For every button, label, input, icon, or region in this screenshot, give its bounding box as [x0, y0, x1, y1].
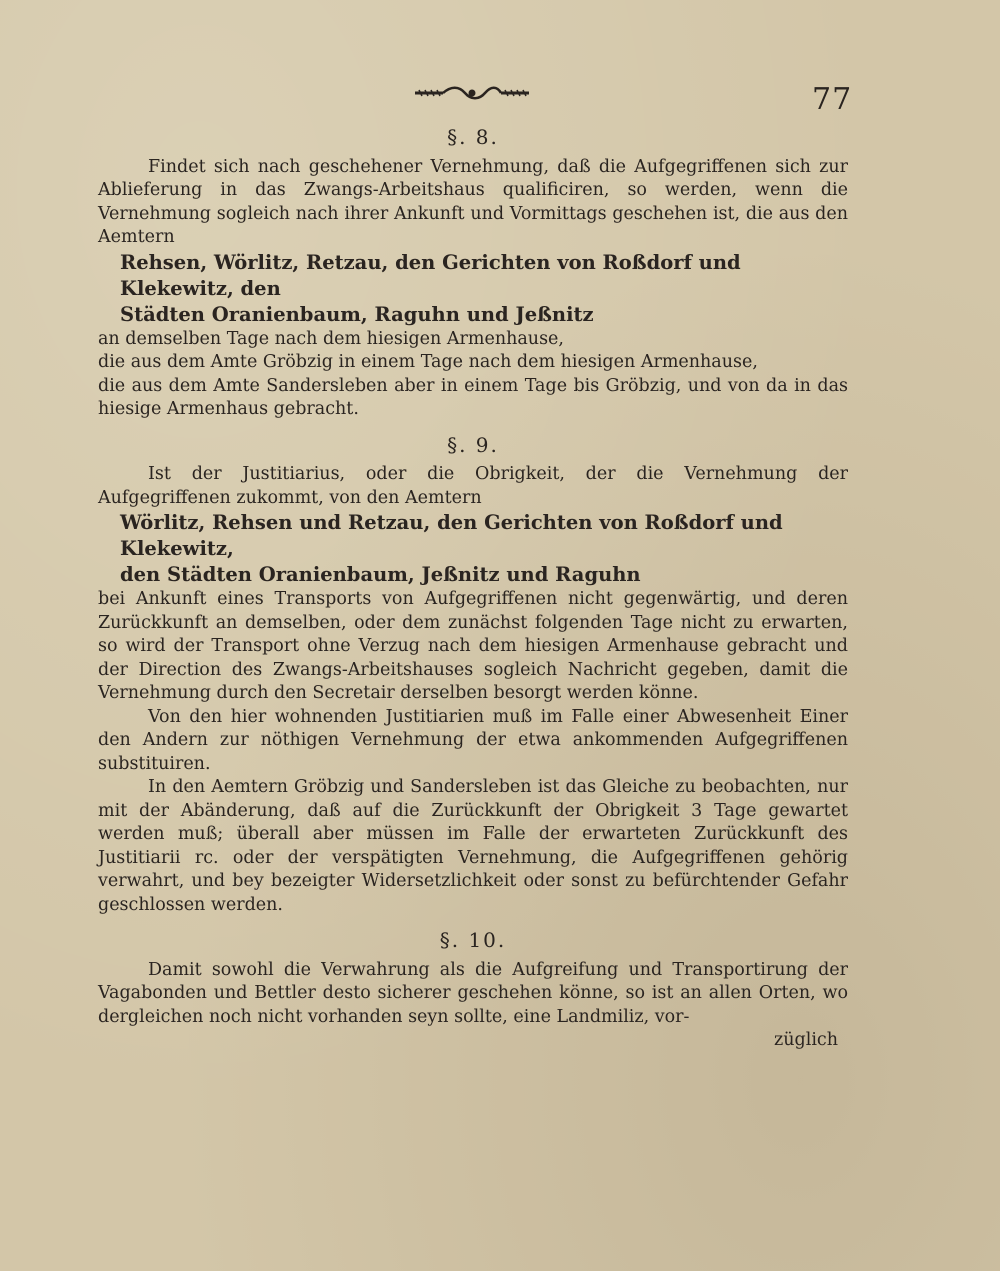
section-8-places-line-2: Städten Oranienbaum, Raguhn und Jeßnitz [120, 302, 594, 326]
section-9-paragraph-2: Von den hier wohnenden Justitiarien muß im Falle einer Abwesenheit Einer den Andern zur nöthigen Vernehmung der etwa ankommenden Aufgegriffenen substituiren. [98, 706, 848, 774]
page-number: 77 [812, 82, 853, 117]
section-9-intro: Ist der Justitiarius, oder die Obrigkeit, der die Vernehmung der Aufgegriffenen zukommt, von den Aemtern [98, 464, 848, 508]
catchword: züglich [774, 1030, 838, 1050]
page-body [98, 122, 848, 1053]
section-8-route-2: die aus dem Amte Gröbzig in einem Tage nach dem hiesigen Armenhause, [98, 352, 758, 372]
page-header [0, 78, 1000, 118]
section-8-route-1: an demselben Tage nach dem hiesigen Armenhause, [98, 328, 564, 349]
section-9-heading: §. 9. [447, 432, 499, 457]
section-9-paragraph-1: bei Ankunft eines Transports von Aufgegriffenen nicht gegenwärtig, und deren Zurückkunft an demselben, oder dem zunächst folgenden Tage nicht zu erwarten, so wird der Transport ohne Verzug nach dem hiesigen Armenhause gebracht und der Direction des Zwangs-Arbeitshauses sogleich Nachricht gegeben, damit die Vernehmung durch den Secretair derselben besorgt werden könne. [98, 589, 848, 703]
section-8-paragraph: Findet sich nach geschehener Vernehmung, daß die Aufgegriffenen sich zur Ablieferung in das Zwangs-Arbeitshaus qualificiren, so werden, wenn die Vernehmung sogleich nach ihrer Ankunft und Vormittags geschehen ist, die aus den Aemtern [98, 156, 848, 247]
section-10-heading: §. 10. [439, 928, 507, 952]
ornamental-rule-icon [413, 84, 531, 100]
section-9-places-line-1: Wörlitz, Rehsen und Retzau, den Gerichten von Roßdorf und Klekewitz, [120, 511, 783, 560]
section-9-places-line-2: den Städten Oranienbaum, Jeßnitz und Raguhn [120, 563, 641, 586]
section-9-paragraph-3: In den Aemtern Gröbzig und Sandersleben ist das Gleiche zu beobachten, nur mit der Abänderung, daß auf die Zurückkunft der Obrigkeit 3 Tage gewartet werden muß; überall aber müssen im Falle der erwarteten Zurückkunft des Justitiarii rc. oder der verspätigten Vernehmung, die Aufgegriffenen gehörig verwahrt, und bey bezeigter Widersetzlichkeit oder sonst zu befürchtender Gefahr geschlossen werden. [98, 777, 848, 915]
section-8-heading: §. 8. [447, 125, 499, 149]
section-8-route-3: die aus dem Amte Sandersleben aber in einem Tage bis Gröbzig, und von da in das hiesige Armenhaus gebracht. [98, 375, 848, 419]
section-8-places-line-1: Rehsen, Wörlitz, Retzau, den Gerichten von Roßdorf und Klekewitz, den [120, 250, 741, 300]
section-10-paragraph: Damit sowohl die Verwahrung als die Aufgreifung und Transportirung der Vagabonden und Bettler desto sicherer geschehen könne, so ist an allen Orten, wo dergleichen noch nicht vorhanden seyn sollte, eine Landmiliz, vor- [98, 959, 848, 1027]
